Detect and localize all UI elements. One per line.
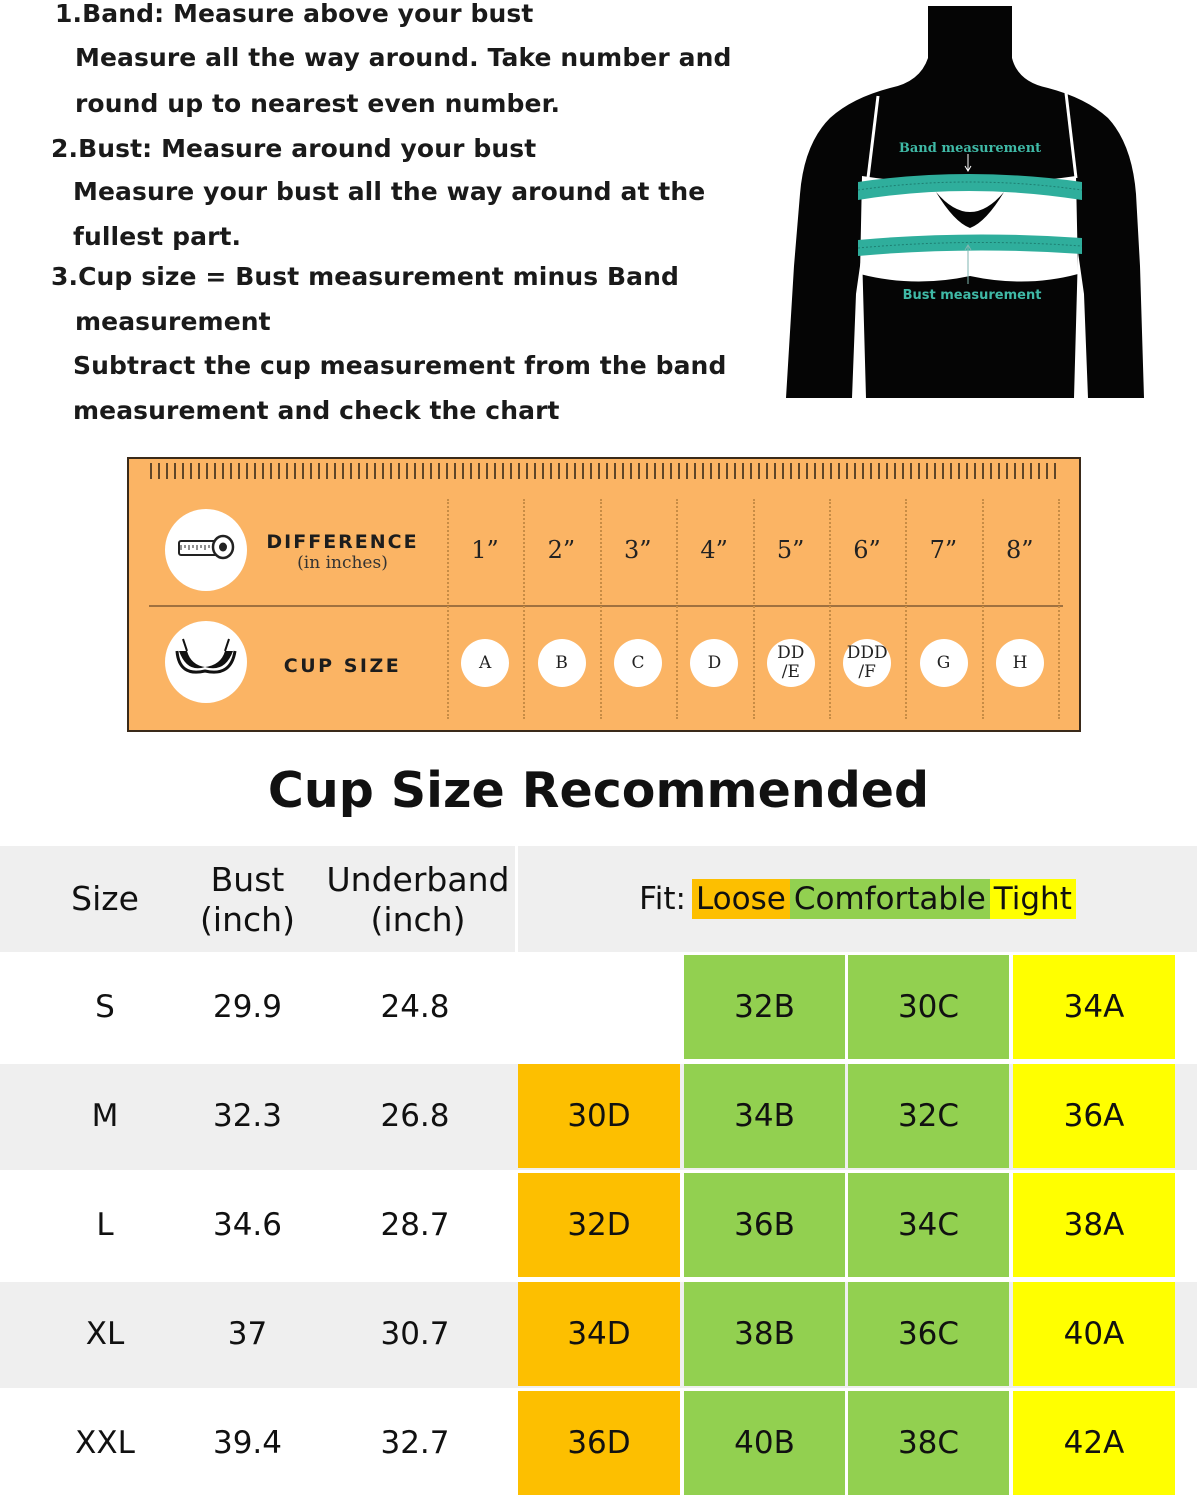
cup-size-badge bbox=[920, 639, 968, 687]
table-cell-size: XL bbox=[85, 1316, 125, 1352]
table-cell-comfortable2: 36C bbox=[848, 1282, 1009, 1386]
cup-size-label: H bbox=[1012, 652, 1028, 673]
table-cell-comfortable2: 38C bbox=[848, 1391, 1009, 1495]
difference-value: 2” bbox=[547, 536, 576, 564]
table-cell-size: S bbox=[95, 989, 115, 1025]
bra-icon bbox=[165, 621, 247, 703]
fit-comfortable: Comfortable bbox=[790, 879, 990, 919]
chart-column-divider bbox=[600, 499, 602, 719]
table-cell-tight: 38A bbox=[1013, 1173, 1175, 1277]
table-cell-tight: 42A bbox=[1013, 1391, 1175, 1495]
difference-value: 3” bbox=[624, 536, 652, 564]
cup-size-label: DD bbox=[777, 643, 805, 663]
table-cell-comfortable: 36B bbox=[684, 1173, 845, 1277]
table-cell-comfortable: 32B bbox=[684, 955, 845, 1059]
table-cell-loose: 30D bbox=[518, 1064, 680, 1168]
cup-size-badge bbox=[996, 639, 1044, 687]
section-heading: Cup Size Recommended bbox=[267, 762, 930, 819]
chart-column-divider bbox=[905, 499, 907, 719]
cup-size-badge bbox=[461, 639, 509, 687]
table-cell-underband: 30.7 bbox=[380, 1316, 450, 1352]
step-3-text: Subtract the cup measurement from the band bbox=[73, 351, 727, 380]
measuring-tape-icon bbox=[165, 509, 247, 591]
table-cell-bust: 39.4 bbox=[212, 1425, 283, 1461]
table-cell-underband: 24.8 bbox=[380, 989, 450, 1025]
table-cell-size: XXL bbox=[75, 1425, 135, 1461]
step-1-text: Measure all the way around. Take number and bbox=[75, 43, 732, 72]
table-cell-tight: 36A bbox=[1013, 1064, 1175, 1168]
difference-title: DIFFERENCE bbox=[266, 531, 419, 553]
chart-column-divider bbox=[523, 499, 525, 719]
difference-value: 6” bbox=[853, 536, 881, 564]
step-3-text: measurement and check the chart bbox=[73, 396, 560, 425]
difference-value: 4” bbox=[700, 536, 728, 564]
table-cell-tight: 40A bbox=[1013, 1282, 1175, 1386]
table-cell-underband: 26.8 bbox=[380, 1098, 450, 1134]
difference-value: 7” bbox=[929, 536, 958, 564]
bust-measurement-label: Bust measurement bbox=[902, 288, 1042, 303]
cup-size-label: G bbox=[936, 652, 951, 673]
header-underband-unit: (inch) bbox=[370, 900, 466, 939]
table-cell-loose: 32D bbox=[518, 1173, 680, 1277]
header-bust-unit: (inch) bbox=[200, 900, 295, 939]
cup-size-badge bbox=[843, 639, 891, 687]
cup-size-label: C bbox=[631, 652, 645, 673]
step-1-text: round up to nearest even number. bbox=[75, 89, 561, 118]
cup-size-badge bbox=[614, 639, 662, 687]
cup-size-label: /E bbox=[781, 662, 800, 682]
chart-column-divider bbox=[1058, 499, 1060, 719]
table-cell-underband: 32.7 bbox=[380, 1425, 450, 1461]
cup-size-label: /F bbox=[858, 662, 876, 682]
table-cell-loose: 34D bbox=[518, 1282, 680, 1386]
cup-size-label: A bbox=[479, 652, 492, 673]
table-cell-bust: 29.9 bbox=[212, 989, 283, 1025]
fit-label: Fit: bbox=[639, 881, 686, 917]
table-cell-comfortable2: 30C bbox=[848, 955, 1009, 1059]
table-cell-tight: 34A bbox=[1013, 955, 1175, 1059]
difference-value: 5” bbox=[776, 536, 805, 564]
header-bust bbox=[180, 860, 315, 940]
measuring-instructions bbox=[0, 0, 760, 440]
chart-column-divider bbox=[982, 499, 984, 719]
table-cell-comfortable: 34B bbox=[684, 1064, 845, 1168]
step-1-title: 1.Band: Measure above your bust bbox=[55, 0, 534, 28]
fit-loose: Loose bbox=[692, 879, 790, 919]
chart-column-divider bbox=[829, 499, 831, 719]
step-2-text: Measure your bust all the way around at the bbox=[73, 177, 706, 206]
table-cell-underband: 28.7 bbox=[380, 1207, 450, 1243]
chart-column-divider bbox=[676, 499, 678, 719]
body-silhouette bbox=[786, 6, 1152, 398]
body-silhouette-illustration bbox=[786, 6, 1152, 398]
table-cell-loose: 36D bbox=[518, 1391, 680, 1495]
cup-size-badge bbox=[767, 639, 815, 687]
fit-legend bbox=[518, 846, 1197, 952]
difference-value: 8” bbox=[1006, 536, 1034, 564]
chart-column-divider bbox=[753, 499, 755, 719]
cup-size-label: DDD bbox=[846, 643, 888, 663]
cup-size-chart bbox=[127, 457, 1081, 732]
step-2-title: 2.Bust: Measure around your bust bbox=[51, 134, 537, 163]
table-cell-bust: 32.3 bbox=[212, 1098, 283, 1134]
header-underband bbox=[318, 860, 518, 940]
table-cell-comfortable: 40B bbox=[684, 1391, 845, 1495]
header-bust-label: Bust bbox=[210, 860, 285, 899]
chart-divider bbox=[149, 605, 1063, 607]
cup-size-title: CUP SIZE bbox=[283, 655, 402, 677]
table-cell-comfortable2: 32C bbox=[848, 1064, 1009, 1168]
table-cell-comfortable: 38B bbox=[684, 1282, 845, 1386]
difference-value: 1” bbox=[471, 536, 499, 564]
cup-size-label: B bbox=[555, 652, 568, 673]
cup-size-label: D bbox=[707, 652, 722, 673]
step-2-text: fullest part. bbox=[73, 222, 242, 251]
table-cell-size: M bbox=[91, 1098, 119, 1134]
cup-size-badge bbox=[538, 639, 586, 687]
size-table bbox=[0, 846, 1197, 1500]
band-measurement-label: Band measurement bbox=[898, 141, 1042, 156]
table-cell-bust: 34.6 bbox=[212, 1207, 283, 1243]
fit-tight: Tight bbox=[990, 879, 1076, 919]
table-cell-comfortable2: 34C bbox=[848, 1173, 1009, 1277]
step-3-text: measurement bbox=[75, 307, 271, 336]
table-cell-size: L bbox=[96, 1207, 114, 1243]
ruler-ticks bbox=[149, 461, 1061, 481]
header-underband-label: Underband bbox=[326, 860, 510, 899]
difference-subtitle: (in inches) bbox=[297, 553, 388, 573]
table-cell-bust: 37 bbox=[227, 1316, 268, 1352]
chart-column-divider bbox=[447, 499, 449, 719]
header-size: Size bbox=[71, 879, 139, 918]
table-cell-loose bbox=[518, 955, 680, 1059]
cup-size-badge bbox=[690, 639, 738, 687]
step-3-title: 3.Cup size = Bust measurement minus Band bbox=[51, 262, 680, 291]
